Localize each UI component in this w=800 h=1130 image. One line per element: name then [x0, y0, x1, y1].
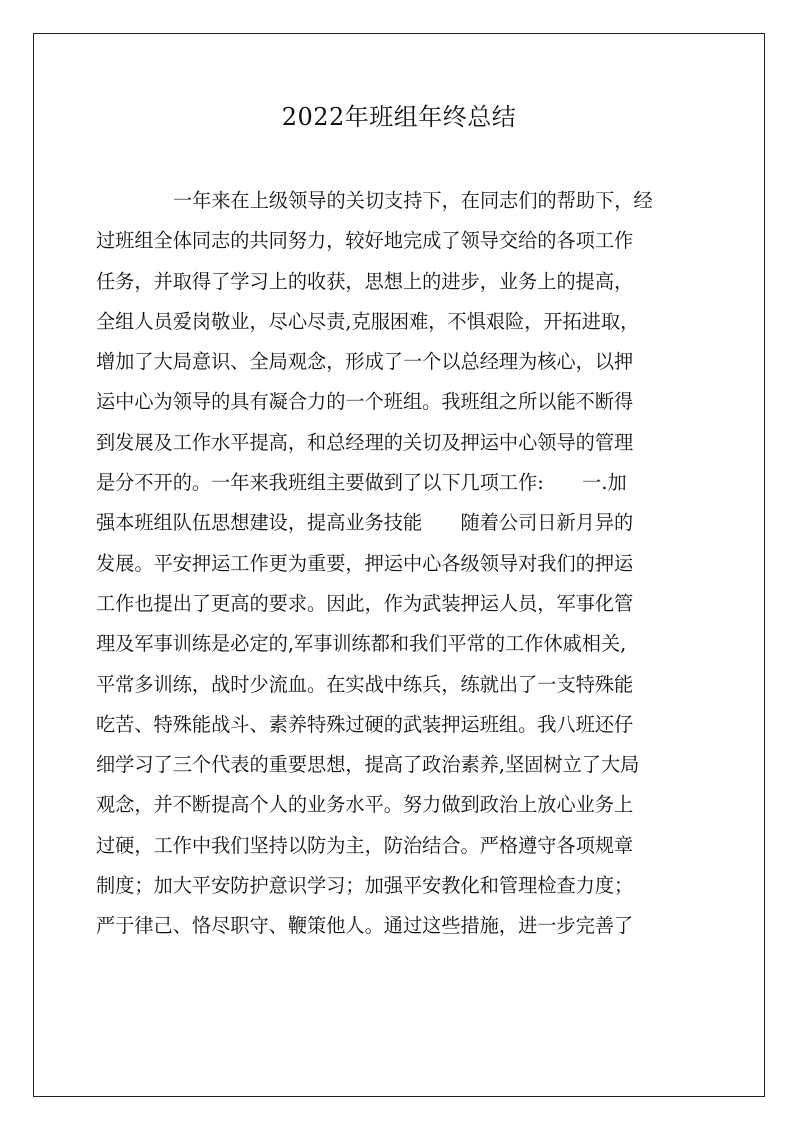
body-line: 是分不开的。一年来我班组主要做到了以下几项工作: 一.加 [96, 471, 627, 495]
document-title: 2022年班组年终总结 [281, 103, 517, 131]
body-line: 发展。平安押运工作更为重要，押运中心各级领导对我们的押运 [96, 551, 634, 575]
body-line: 严于律己、恪尽职守、鞭策他人。通过这些措施，进一步完善了 [96, 914, 634, 938]
body-line: 平常多训练，战时少流血。在实战中练兵，练就出了一支特殊能 [96, 672, 634, 696]
body-line: 运中心为领导的具有凝合力的一个班组。我班组之所以能不断得 [96, 390, 634, 414]
body-line: 吃苦、特殊能战斗、素养特殊过硬的武装押运班组。我八班还仔 [96, 712, 634, 736]
body-line: 增加了大局意识、全局观念，形成了一个以总经理为核心，以押 [96, 350, 634, 374]
body-line: 过硬，工作中我们坚持以防为主，防治结合。严格遵守各项规章 [96, 833, 634, 857]
body-line: 强本班组队伍思想建设，提高业务技能 随着公司日新月异的 [96, 511, 634, 535]
body-line: 理及军事训练是必定的,军事训练都和我们平常的工作休戚相关, [96, 632, 627, 656]
body-line: 到发展及工作水平提高，和总经理的关切及押运中心领导的管理 [96, 430, 634, 454]
body-line: 制度；加大平安防护意识学习；加强平安教化和管理检查力度； [96, 874, 634, 898]
body-line: 过班组全体同志的共同努力，较好地完成了领导交给的各项工作 [96, 229, 634, 253]
body-line: 观念，并不断提高个人的业务水平。努力做到政治上放心业务上 [96, 793, 634, 817]
body-line: 工作也提出了更高的要求。因此，作为武装押运人员，军事化管 [96, 591, 634, 615]
body-line: 一年来在上级领导的关切支持下，在同志们的帮助下，经 [173, 189, 653, 212]
body-line: 细学习了三个代表的重要思想，提高了政治素养,坚固树立了大局 [96, 753, 640, 777]
body-line: 全组人员爱岗敬业，尽心尽责,克服困难，不惧艰险，开拓进取， [96, 309, 640, 333]
body-line: 任务，并取得了学习上的收获，思想上的进步，业务上的提高， [96, 269, 634, 293]
document-body [96, 185, 716, 951]
